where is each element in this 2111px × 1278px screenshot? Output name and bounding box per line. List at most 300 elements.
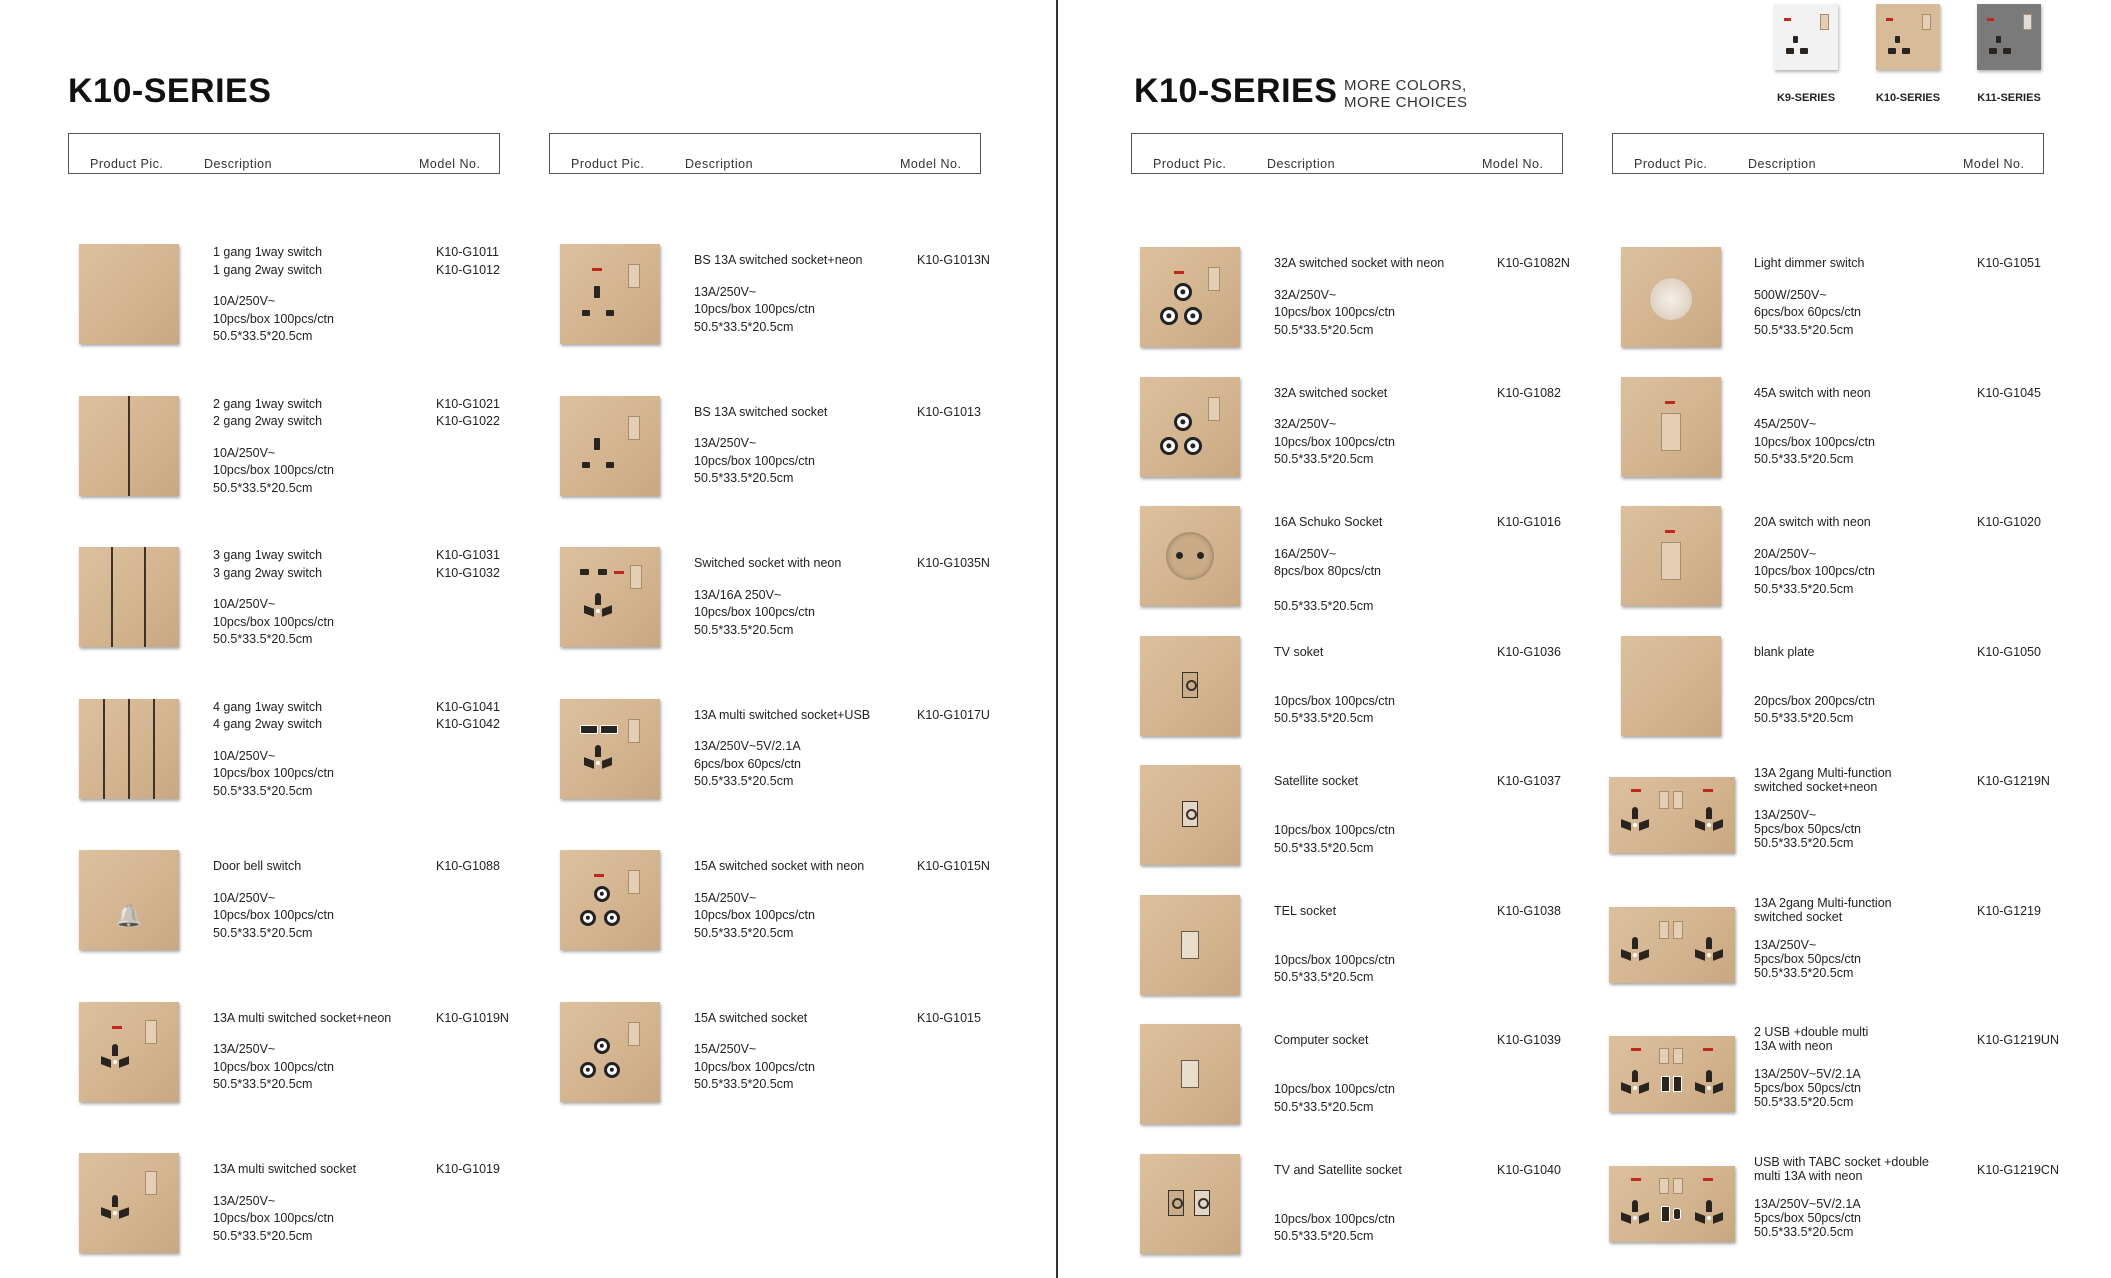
- pin-hole-icon: [1707, 953, 1711, 957]
- product-spec-line: 50.5*33.5*20.5cm: [1274, 322, 1374, 337]
- model-number: [1497, 255, 1570, 273]
- product-spec-line: 32A/250V~: [1274, 287, 1337, 302]
- model-number: [917, 404, 981, 422]
- product-description: [694, 555, 841, 639]
- round-pin-icon: [1184, 437, 1202, 455]
- product-spec-line: 13A/250V~: [694, 284, 757, 299]
- spacer: [1754, 1183, 1929, 1197]
- product-image: [1140, 247, 1240, 347]
- product-image: [79, 244, 179, 344]
- round-pin-icon: [1174, 413, 1192, 431]
- product-spec-line: 13A/250V~5V/2.1A: [694, 739, 801, 753]
- pin-hole-icon: [1621, 1212, 1631, 1224]
- neon-indicator-icon: [1703, 1048, 1713, 1051]
- pin-hole-icon: [596, 761, 600, 765]
- spacer: [694, 724, 870, 738]
- rocker-icon: [1661, 542, 1681, 580]
- product-image: [79, 699, 179, 799]
- product-name-line: Satellite socket: [1274, 774, 1359, 788]
- spacer: [213, 279, 334, 293]
- product-name-line: blank plate: [1754, 644, 1815, 659]
- rocker-icon: [628, 264, 640, 288]
- usb-port-icon: [600, 725, 618, 734]
- pin-hole-icon: [1888, 48, 1896, 54]
- pin-hole-icon: [1632, 1200, 1638, 1212]
- rocker-icon: [1673, 1178, 1683, 1194]
- product-name-line: 32A switched socket: [1274, 385, 1388, 400]
- model-number-line: K10-G1219N: [1977, 774, 2050, 788]
- neon-indicator-icon: [1665, 401, 1675, 404]
- universal-socket-icon: [1695, 1200, 1723, 1230]
- product-spec-line: 50.5*33.5*20.5cm: [1754, 581, 1854, 596]
- pin-hole-icon: [1632, 1070, 1638, 1082]
- pin-hole-icon: [1713, 1082, 1723, 1094]
- series-thumb: [1977, 4, 2041, 70]
- rocker-icon: [1659, 1048, 1669, 1064]
- neon-indicator-icon: [1631, 789, 1641, 792]
- satellite-jack-icon: [1182, 801, 1198, 827]
- tagline-line-1: MORE COLORS,: [1344, 77, 1467, 94]
- pin-hole-icon: [594, 286, 600, 298]
- spacer: [694, 876, 864, 890]
- model-number-line: K10-G1219CN: [1977, 1162, 2059, 1177]
- product-description: [213, 396, 334, 498]
- product-name-line: 13A 2gang Multi-function: [1754, 895, 1892, 910]
- header-model-no: Model No.: [1482, 157, 1544, 171]
- product-description: [213, 1010, 391, 1094]
- rocker-icon: [2023, 14, 2032, 30]
- model-number-line: K10-G1032: [436, 565, 500, 580]
- header-description: Description: [1267, 157, 1336, 171]
- product-image: [1140, 636, 1240, 736]
- neon-indicator-icon: [1665, 530, 1675, 533]
- page-divider: [1056, 0, 1058, 1278]
- product-description: [1274, 1162, 1402, 1246]
- pin-hole-icon: [1632, 937, 1638, 949]
- spacer: [1754, 402, 1875, 416]
- pin-hole-icon: [1713, 819, 1723, 831]
- product-spec-line: 32A/250V~: [1274, 417, 1337, 431]
- model-number: [1977, 1162, 2059, 1180]
- product-description: [1754, 766, 1892, 850]
- product-spec-line: 15A/250V~: [694, 890, 757, 905]
- pin-hole-icon: [595, 593, 601, 605]
- pin-hole-icon: [113, 1211, 117, 1215]
- series-thumb-label: K9-SERIES: [1776, 92, 1836, 104]
- pin-hole-icon: [1996, 36, 2001, 43]
- rocker-icon: [628, 416, 640, 440]
- product-spec-line: 10pcs/box 100pcs/ctn: [213, 766, 334, 780]
- product-name-line: 32A switched socket with neon: [1274, 256, 1445, 270]
- pin-hole-icon: [1621, 949, 1631, 961]
- product-name-line: switched socket: [1754, 909, 1843, 924]
- spacer: [1754, 1053, 1868, 1067]
- product-spec-line: 10A/250V~: [213, 597, 276, 611]
- product-spec-line: 10pcs/box 100pcs/ctn: [1274, 693, 1395, 708]
- product-spec-line: 10pcs/box 100pcs/ctn: [1274, 952, 1395, 967]
- product-name-line: 4 gang 1way switch: [213, 699, 323, 714]
- product-spec-line: 10pcs/box 100pcs/ctn: [694, 302, 815, 316]
- product-description: [1754, 514, 1875, 598]
- product-name-line: switched socket+neon: [1754, 780, 1878, 794]
- pin-hole-icon: [1633, 823, 1637, 827]
- pin-hole-icon: [602, 605, 612, 617]
- pin-hole-icon: [594, 438, 600, 450]
- neon-indicator-icon: [1631, 1178, 1641, 1181]
- product-image: [1140, 895, 1240, 995]
- usb-port-icon: [1673, 1076, 1682, 1092]
- product-name-line: 20A switch with neon: [1754, 515, 1871, 529]
- spacer: [213, 876, 334, 890]
- product-image: [1140, 377, 1240, 477]
- model-number-line: K10-G1017U: [917, 707, 990, 722]
- universal-socket-icon: [101, 1044, 129, 1074]
- product-spec-line: 50.5*33.5*20.5cm: [1754, 452, 1854, 466]
- spacer: [694, 573, 841, 587]
- universal-socket-icon: [584, 745, 612, 775]
- product-image: [1140, 1154, 1240, 1254]
- coax-jack-icon: [1182, 672, 1198, 698]
- spacer: [1274, 661, 1395, 675]
- product-name-line: 13A with neon: [1754, 1039, 1833, 1053]
- product-description: [1274, 385, 1395, 469]
- product-spec-line: 50.5*33.5*20.5cm: [1274, 970, 1374, 984]
- product-spec-line: 10pcs/box 100pcs/ctn: [1754, 434, 1875, 449]
- switch-divider-icon: [128, 396, 130, 496]
- model-number-line: K10-G1219: [1977, 903, 2041, 918]
- product-image: [1609, 1036, 1735, 1112]
- rocker-icon: [1659, 791, 1669, 809]
- model-number: [436, 244, 500, 279]
- model-number-line: K10-G1036: [1497, 644, 1561, 659]
- rocker-icon: [1659, 921, 1669, 939]
- product-description: [1754, 896, 1892, 980]
- model-number-line: K10-G1021: [436, 396, 500, 411]
- rocker-icon: [1661, 413, 1681, 451]
- pin-hole-icon: [1633, 953, 1637, 957]
- model-number: [1497, 644, 1561, 662]
- pin-hole-icon: [101, 1056, 111, 1068]
- product-description: [1754, 644, 1875, 728]
- product-spec-line: 10pcs/box 100pcs/ctn: [694, 453, 815, 468]
- pin-hole-icon: [1639, 1212, 1649, 1224]
- product-spec-line: 13A/250V~5V/2.1A: [1754, 1067, 1861, 1081]
- product-spec-line: 15A/250V~: [694, 1042, 757, 1056]
- model-number: [917, 858, 990, 876]
- product-spec-line: [1754, 675, 1875, 693]
- spacer: [694, 421, 827, 435]
- model-number: [1497, 1162, 1561, 1180]
- header-model-no: Model No.: [900, 157, 962, 171]
- header-description: Description: [1748, 157, 1817, 171]
- rocker-icon: [145, 1020, 157, 1044]
- pin-hole-icon: [598, 569, 607, 575]
- neon-indicator-icon: [1631, 1048, 1641, 1051]
- switch-divider-icon: [128, 699, 130, 799]
- product-description: [1274, 514, 1382, 616]
- round-pin-icon: [604, 1062, 620, 1078]
- spacer: [213, 1027, 391, 1041]
- switch-divider-icon: [103, 699, 105, 799]
- pin-hole-icon: [1713, 949, 1723, 961]
- product-name-line: TV soket: [1274, 644, 1324, 659]
- product-name-line: 2 USB +double multi: [1754, 1025, 1869, 1039]
- model-number: [1977, 903, 2041, 921]
- model-number-line: K10-G1031: [436, 548, 500, 562]
- pin-hole-icon: [113, 1060, 117, 1064]
- model-number-line: K10-G1037: [1497, 774, 1561, 788]
- product-spec-line: 5pcs/box 50pcs/ctn: [1754, 951, 1862, 966]
- model-number-line: K10-G1038: [1497, 903, 1561, 918]
- product-spec-line: 50.5*33.5*20.5cm: [1754, 711, 1854, 725]
- rocker-icon: [1673, 791, 1683, 809]
- model-number-line: K10-G1020: [1977, 515, 2041, 529]
- rocker-icon: [1820, 14, 1829, 30]
- product-spec-line: 50.5*33.5*20.5cm: [1274, 711, 1374, 725]
- product-spec-line: 50.5*33.5*20.5cm: [694, 319, 794, 334]
- product-spec-line: 10pcs/box 100pcs/ctn: [213, 463, 334, 477]
- pin-hole-icon: [1706, 1070, 1712, 1082]
- neon-indicator-icon: [1886, 18, 1893, 21]
- product-spec-line: 10pcs/box 100pcs/ctn: [213, 614, 334, 629]
- universal-socket-icon: [101, 1195, 129, 1225]
- product-spec-line: 16A/250V~: [1274, 546, 1337, 561]
- spacer: [1274, 791, 1395, 805]
- model-number-line: K10-G1013: [917, 404, 981, 419]
- pin-hole-icon: [1632, 807, 1638, 819]
- product-spec-line: 13A/250V~: [213, 1042, 276, 1056]
- product-spec-line: 50.5*33.5*20.5cm: [213, 1228, 313, 1243]
- switch-divider-icon: [153, 699, 155, 799]
- usb-c-port-icon: [1673, 1208, 1681, 1220]
- model-number-line: K10-G1050: [1977, 644, 2041, 659]
- product-spec-line: 10A/250V~: [213, 294, 276, 308]
- universal-socket-icon: [1621, 1070, 1649, 1100]
- round-pin-icon: [604, 910, 620, 926]
- rocker-icon: [628, 719, 640, 743]
- spacer: [1274, 402, 1395, 416]
- pin-hole-icon: [119, 1207, 129, 1219]
- pin-hole-icon: [596, 609, 600, 613]
- table-header: [68, 133, 500, 174]
- product-description: [213, 244, 334, 346]
- product-description: [694, 858, 864, 942]
- table-header: [1131, 133, 1563, 174]
- pin-hole-icon: [1800, 48, 1808, 54]
- model-number-line: K10-G1039: [1497, 1033, 1561, 1047]
- spacer: [1754, 661, 1875, 675]
- round-pin-icon: [1184, 307, 1202, 325]
- pin-hole-icon: [606, 462, 614, 468]
- neon-indicator-icon: [592, 268, 602, 271]
- pin-hole-icon: [1695, 819, 1705, 831]
- usb-port-icon: [1661, 1076, 1670, 1092]
- product-spec-line: 10pcs/box 100pcs/ctn: [1274, 1082, 1395, 1096]
- rocker-icon: [1659, 1178, 1669, 1194]
- model-number: [1977, 514, 2041, 532]
- product-spec-line: [1274, 1064, 1395, 1082]
- product-name-line: multi 13A with neon: [1754, 1168, 1863, 1183]
- product-name-line: 2 gang 2way switch: [213, 414, 323, 428]
- model-number-line: K10-G1082N: [1497, 256, 1570, 270]
- model-number-line: K10-G1082: [1497, 385, 1561, 400]
- model-number-line: K10-G1016: [1497, 515, 1561, 529]
- neon-indicator-icon: [1987, 18, 1994, 21]
- model-number: [917, 1010, 981, 1028]
- universal-socket-icon: [1695, 937, 1723, 967]
- switch-divider-icon: [144, 547, 146, 647]
- product-spec-line: 13A/250V~: [1754, 937, 1817, 952]
- product-description: [1274, 773, 1395, 857]
- universal-socket-icon: [1695, 807, 1723, 837]
- product-name-line: 15A switched socket with neon: [694, 859, 865, 873]
- product-name-line: 15A switched socket: [694, 1010, 808, 1025]
- round-pin-icon: [594, 886, 610, 902]
- tagline: [1344, 77, 1468, 111]
- model-number: [436, 547, 500, 582]
- product-description: [694, 252, 863, 336]
- product-spec-line: 50.5*33.5*20.5cm: [1754, 836, 1854, 850]
- model-number: [1977, 773, 2050, 791]
- product-image: [560, 244, 660, 344]
- product-image: [560, 1002, 660, 1102]
- product-spec-line: 50.5*33.5*20.5cm: [213, 783, 313, 798]
- product-spec-line: 10pcs/box 100pcs/ctn: [1754, 564, 1875, 578]
- header-model-no: Model No.: [1963, 157, 2025, 171]
- pin-hole-icon: [582, 462, 590, 468]
- product-description: [213, 1161, 356, 1245]
- header-product-pic: Product Pic.: [571, 157, 645, 171]
- product-spec-line: 10A/250V~: [213, 748, 276, 763]
- series-thumb: [1774, 4, 1838, 70]
- product-image: [1140, 765, 1240, 865]
- model-number: [1977, 385, 2041, 403]
- header-model-no: Model No.: [419, 157, 481, 171]
- round-pin-icon: [1160, 437, 1178, 455]
- product-description: [694, 707, 870, 791]
- product-image: [1621, 636, 1721, 736]
- product-description: [1274, 644, 1395, 728]
- product-spec-line: 50.5*33.5*20.5cm: [213, 632, 313, 646]
- pin-hole-icon: [1793, 36, 1798, 43]
- pin-hole-icon: [582, 310, 590, 316]
- product-spec-line: 50.5*33.5*20.5cm: [1274, 1229, 1374, 1243]
- product-spec-line: 10pcs/box 100pcs/ctn: [213, 311, 334, 326]
- tagline-line-2: MORE CHOICES: [1344, 94, 1468, 111]
- model-number-line: K10-G1219UN: [1977, 1033, 2059, 1047]
- product-spec-line: 50.5*33.5*20.5cm: [213, 925, 313, 940]
- model-number: [1497, 773, 1561, 791]
- product-spec-line: 10pcs/box 100pcs/ctn: [694, 908, 815, 922]
- model-number-line: K10-G1013N: [917, 253, 990, 267]
- pin-hole-icon: [1707, 1216, 1711, 1220]
- rocker-icon: [1922, 14, 1931, 30]
- rocker-icon: [1208, 267, 1220, 291]
- product-image: [1609, 777, 1735, 853]
- product-spec-line: 50.5*33.5*20.5cm: [1754, 965, 1854, 980]
- spacer: [213, 582, 334, 596]
- product-name-line: 3 gang 1way switch: [213, 548, 323, 562]
- round-pin-icon: [1174, 283, 1192, 301]
- table-header: [1612, 133, 2044, 174]
- model-number-line: K10-G1022: [436, 414, 500, 428]
- model-number-line: K10-G1015N: [917, 859, 990, 873]
- rocker-icon: [1673, 921, 1683, 939]
- product-spec-line: 50.5*33.5*20.5cm: [694, 622, 794, 637]
- product-image: [1140, 506, 1240, 606]
- product-name-line: 1 gang 2way switch: [213, 262, 323, 277]
- spacer: [1754, 924, 1892, 938]
- pin-hole-icon: [1695, 949, 1705, 961]
- product-image: [560, 547, 660, 647]
- pin-hole-icon: [1902, 48, 1910, 54]
- right-page-title: K10-SERIES: [1134, 72, 1338, 110]
- product-image: [560, 699, 660, 799]
- product-image: [79, 1002, 179, 1102]
- model-number: [436, 699, 500, 734]
- model-number: [917, 252, 990, 270]
- product-description: [1274, 1032, 1395, 1116]
- rocker-icon: [628, 870, 640, 894]
- series-thumb-label: K11-SERIES: [1977, 92, 2041, 104]
- pin-hole-icon: [1633, 1086, 1637, 1090]
- rocker-icon: [1673, 1048, 1683, 1064]
- neon-indicator-icon: [614, 571, 624, 574]
- switch-divider-icon: [111, 547, 113, 647]
- pin-hole-icon: [584, 605, 594, 617]
- pin-hole-icon: [595, 745, 601, 757]
- product-name-line: Light dimmer switch: [1754, 256, 1865, 270]
- spacer: [1274, 920, 1395, 934]
- product-description: [1274, 903, 1395, 987]
- spacer: [213, 1179, 356, 1193]
- product-spec-line: 50.5*33.5*20.5cm: [1274, 452, 1374, 466]
- product-spec-line: 50.5*33.5*20.5cm: [694, 471, 794, 485]
- pin-hole-icon: [112, 1044, 118, 1056]
- product-spec-line: 5pcs/box 50pcs/ctn: [1754, 1210, 1862, 1225]
- universal-socket-icon: [1621, 807, 1649, 837]
- model-number: [917, 707, 990, 725]
- neon-indicator-icon: [112, 1026, 122, 1029]
- product-spec-line: 10pcs/box 100pcs/ctn: [213, 908, 334, 922]
- product-description: [213, 547, 334, 649]
- product-spec-line: 6pcs/box 60pcs/ctn: [694, 756, 802, 771]
- schuko-outlet-icon: [1166, 532, 1214, 580]
- product-name-line: 13A multi switched socket+USB: [694, 707, 871, 722]
- product-spec-line: 13A/250V~: [1754, 808, 1817, 822]
- product-spec-line: 50.5*33.5*20.5cm: [213, 329, 313, 343]
- satellite-jack-icon: [1194, 1190, 1210, 1216]
- spacer: [1274, 532, 1382, 546]
- pin-hole-icon: [1621, 1082, 1631, 1094]
- pin-hole-icon: [1707, 1086, 1711, 1090]
- product-name-line: Door bell switch: [213, 859, 302, 873]
- spacer: [1274, 1050, 1395, 1064]
- model-number-line: K10-G1051: [1977, 256, 2041, 270]
- pin-hole-icon: [112, 1195, 118, 1207]
- product-spec-line: 10pcs/box 100pcs/ctn: [213, 1211, 334, 1225]
- product-description: [213, 858, 334, 942]
- pin-hole-icon: [1639, 1082, 1649, 1094]
- bell-icon: 🔔: [115, 904, 143, 929]
- product-spec-line: 500W/250V~: [1754, 287, 1827, 302]
- rocker-icon: [630, 565, 642, 589]
- header-description: Description: [204, 157, 273, 171]
- product-name-line: Switched socket with neon: [694, 556, 842, 570]
- header-product-pic: Product Pic.: [1153, 157, 1227, 171]
- tel-jack-icon: [1181, 931, 1199, 959]
- product-name-line: TV and Satellite socket: [1274, 1162, 1402, 1177]
